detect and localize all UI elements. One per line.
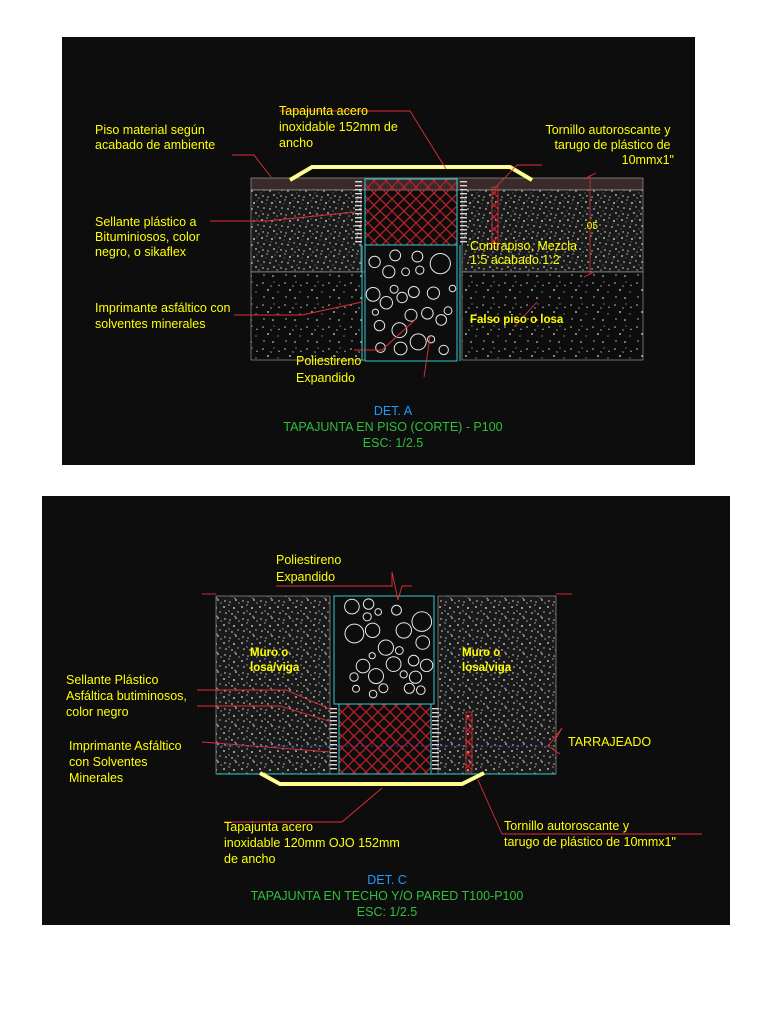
label-muro-left: Muro o losa/viga xyxy=(250,647,300,674)
tapajunta-plate xyxy=(260,773,484,784)
label-tornillo: Tornillo autoroscante y tarugo de plástico de 10mmx1" xyxy=(504,819,676,849)
label-tornillo: Tornillo autoroscante y tarugo de plástico de 10mmx1" xyxy=(545,123,674,167)
detail-c-panel xyxy=(42,496,730,925)
label-imprimante: Imprimante Asfáltico con Solventes Minerales xyxy=(69,739,182,785)
detail-c-drawing xyxy=(42,496,730,925)
label-muro-right: Muro o losa/viga xyxy=(462,647,512,674)
detail-a-title: TAPAJUNTA EN PISO (CORTE) - P100 xyxy=(283,420,503,434)
sealant-strip-right xyxy=(432,706,439,772)
label-imprimante: Imprimante asfáltico con solventes minerales xyxy=(95,301,231,331)
detail-a-code: DET. A xyxy=(373,404,413,418)
label-falso-piso: Falso piso o losa xyxy=(470,314,564,326)
screw-anchor xyxy=(492,187,498,247)
label-tapajunta: Tapajunta acero inoxidable 120mm OJO 152mm de ancho xyxy=(224,820,400,866)
sealant-strip-right xyxy=(460,179,467,245)
sealant-strip-left xyxy=(330,706,337,772)
label-poliestireno: Poliestireno Expandido xyxy=(276,553,342,584)
label-tarrajeado: TARRAJEADO xyxy=(568,735,652,749)
label-sellante: Sellante plástico a Bituminiosos, color negro, o sikaflex xyxy=(95,215,200,259)
joint-body-hatch xyxy=(365,179,457,245)
label-poliestireno: Poliestireno Expandido xyxy=(296,354,362,385)
sealant-strip-left xyxy=(355,179,362,245)
label-sellante: Sellante Plástico Asfáltica butiminosos, color negro xyxy=(66,673,187,719)
label-contrapiso: Contrapiso, Mezcla 1:5 acabado 1:2 xyxy=(470,239,577,267)
detail-c-title: TAPAJUNTA EN TECHO Y/O PARED T100-P100 xyxy=(250,889,524,903)
dimension-label: .05 xyxy=(584,221,598,232)
detail-a-scale: ESC: 1/2.5 xyxy=(362,436,424,450)
screw-anchor xyxy=(466,712,472,772)
joint-body-hatch xyxy=(339,704,431,774)
falso-piso-left xyxy=(251,272,366,360)
detail-a-panel xyxy=(62,37,695,465)
detail-c-code: DET. C xyxy=(367,873,407,887)
wall-right xyxy=(438,596,556,774)
detail-a-drawing xyxy=(62,37,695,465)
label-piso-material: Piso material según acabado de ambiente xyxy=(95,123,216,152)
contrapiso-left xyxy=(251,190,361,272)
label-tapajunta: Tapajunta acero inoxidable 152mm de ancho xyxy=(279,104,398,150)
detail-c-scale: ESC: 1/2.5 xyxy=(356,905,418,919)
